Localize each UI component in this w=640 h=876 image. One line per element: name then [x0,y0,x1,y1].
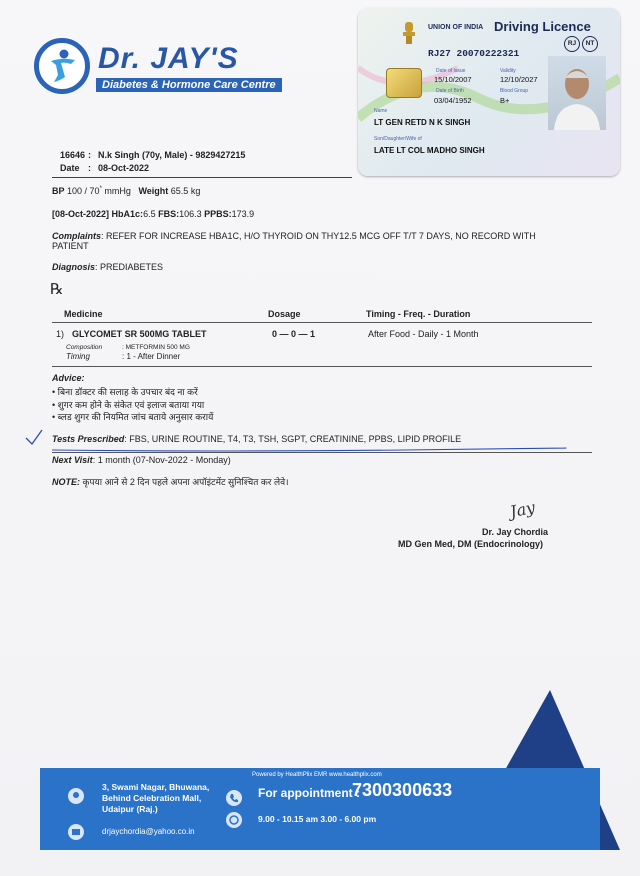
advice-item: • बिना डॉक्टर की सलाह के उपचार बंद ना करें [52,387,198,397]
med-name: GLYCOMET SR 500MG TABLET [72,329,207,339]
lab-results: [08-Oct-2022] HbA1c:6.5 FBS:106.3 PPBS:173.9 [52,209,255,219]
doctor-signature: Jay [508,497,537,522]
next-visit: Next Visit: 1 month (07-Nov-2022 - Monday) [52,455,231,465]
complaints: Complaints: REFER FOR INCREASE HBA1C, H/O THYROID ON THY12.5 MCG OFF T/T 7 DAYS, NO RECORD WITH PATIENT [52,231,536,251]
emblem-icon [400,20,418,46]
driving-licence-card [358,8,620,176]
appointment-label: For appointment : [258,786,360,800]
nt-badge: NT [582,36,598,52]
powered-by: Powered by HealthPlix EMR www.healthplix.com [252,772,382,778]
holder-label: Name [374,108,388,114]
diagnosis: Diagnosis: PREDIABETES [52,262,164,272]
th-dosage: Dosage [268,309,301,319]
advice-item: • शुगर कम होने के संकेत एवं इलाज बताया गया [52,400,205,410]
th-timing: Timing - Freq. - Duration [366,309,471,319]
footer-bar [40,768,600,850]
blood-label: Blood Group [500,88,529,94]
location-icon [68,788,84,804]
clinic-logo [34,38,90,94]
advice-label: Advice: [52,373,85,383]
email-icon [68,824,84,840]
validity-date: 12/10/2027 [500,75,538,84]
smart-chip [386,68,422,98]
blood-group: B+ [500,96,510,105]
rx-symbol: ℞ [50,281,64,298]
validity-label: Validity [500,68,516,74]
advice-item: • ब्लड शुगर की नियमित जांच बताये अनुसार करायें [52,412,214,422]
note: NOTE: कृपया आने से 2 दिन पहले अपना अपॉइंटमेंट सुनिश्चित कर लेवे। [52,477,289,487]
card-title: Driving Licence [494,19,591,34]
med-dosage: 0 — 0 — 1 [272,329,316,339]
clock-icon [226,812,242,828]
dob-label: Date of Birth [436,88,464,94]
holder-name: LT GEN RETD N K SINGH [374,118,471,127]
composition-value: : METFORMIN 500 MG [122,344,190,351]
relation-name: LATE LT COL MADHO SINGH [374,146,485,155]
issue-label: Date of Issue [436,68,466,74]
appointment-phone[interactable]: 7300300633 [352,780,453,800]
timing-detail: : 1 - After Dinner [122,352,181,361]
header-divider [52,177,352,178]
table-divider [52,322,592,323]
med-timing: After Food - Daily - 1 Month [368,329,479,339]
dob: 03/04/1952 [434,96,472,105]
tests-prescribed: Tests Prescribed: FBS, URINE ROUTINE, T4, T3, TSH, SGPT, CREATININE, PPBS, LIPID PROFILE [52,434,462,444]
runner-icon [45,47,81,85]
clinic-tagline: Diabetes & Hormone Care Centre [96,78,282,92]
card-issuer: UNION OF INDIA [428,24,484,31]
doctor-name: Dr. Jay Chordia [482,527,549,537]
phone-icon [226,790,242,806]
th-medicine: Medicine [64,309,103,319]
composition-label: Composition [66,344,103,351]
table-bottom-divider [52,366,592,367]
doctor-qualification: MD Gen Med, DM (Endocrinology) [398,539,543,549]
vitals-line: BP 100 / 70* mmHg Weight 65.5 kg [52,186,201,196]
state-badge: RJ [564,36,580,52]
clinic-hours: 9.00 - 10.15 am 3.00 - 6.00 pm [258,814,377,824]
relation-label: Son/Daughter/Wife of [374,136,422,142]
timing-label: Timing [66,352,90,361]
licence-number: RJ27 20070222321 [428,48,520,59]
visit-date: 08-Oct-2022 [98,163,150,173]
patient-id: 16646 [60,150,86,160]
tests-divider [52,452,592,453]
holder-photo [548,56,606,130]
med-number: 1) [56,329,65,339]
patient-name: N.k Singh (70y, Male) - 9829427215 [98,150,246,160]
date-label: Date [60,163,80,173]
issue-date: 15/10/2007 [434,75,472,84]
footer-address: 3, Swami Nagar, Bhuwana, Behind Celebration Mall, Udaipur (Raj.) [102,782,210,814]
clinic-name: Dr. JAY'S [98,42,239,75]
prescription-page: Dr. JAY'S Diabetes & Hormone Care Centre 16646 : N.k Singh (70y, Male) - 9829427215 Date : 08-Oct-2022 BP 100 / 70* mmHg Weight 65.5 kg [08-Oct-2022] HbA1c:6.5 FBS:106.3 PPBS:173.9 Complaints: REFER FOR INCREASE HBA1C, H/O THYROID ON THY12.5 MCG OFF T/T 7 DAYS, NO RECORD WITH PATIENT Diagnosis: PREDIABETES ℞ Medicine Dosage Timing - Freq. - Duration 1) GLYCOMET SR 500MG TABLET 0 — 0 — 1 After Food - Daily - 1 Month Composition : METFORMIN 500 MG Timing : 1 - After Dinner Advice: • बिना डॉक्टर की सलाह के उपचार बंद ना करें • शुगर कम होने के संकेत एवं इलाज बताया गया • ब्लड शुगर की नियमित जांच बताये अनुसार करायें Tests Prescribed: FBS, URINE ROUTINE, T4, T3, TSH, SGPT, CREATININE, PPBS, LIPID PROFILE Next Visit: 1 month (07-Nov-2022 - Monday) NOTE: कृपया आने से 2 दिन पहले अपना अपॉइंटमेंट सुनिश्चित कर लेवे। Jay Dr. Jay Chordia MD Gen Med, DM (Endocrinology) UNION OF INDIA Driving Licence RJ NT RJ27 20070222321 Date of Issue 15/10/2007 Validity 12/10/2027 Date of Birth 03/04/1952 Blood Group B+ Name LT GEN RETD N K SINGH Son/Daughter/Wife of LATE LT COL MADHO SINGH 3, Swami Nagar, Bhuwana, Behind Celebration Mall, Udaipur (Raj.) drjaychordia@yahoo.co.in Powered by HealthPlix EMR www.healthplix.com For appointment : 7300300633 9.00 - 10.15 am 3.00 - 6.00 pm [0,0,640,876]
footer-email[interactable]: drjaychordia@yahoo.co.in [102,827,195,836]
